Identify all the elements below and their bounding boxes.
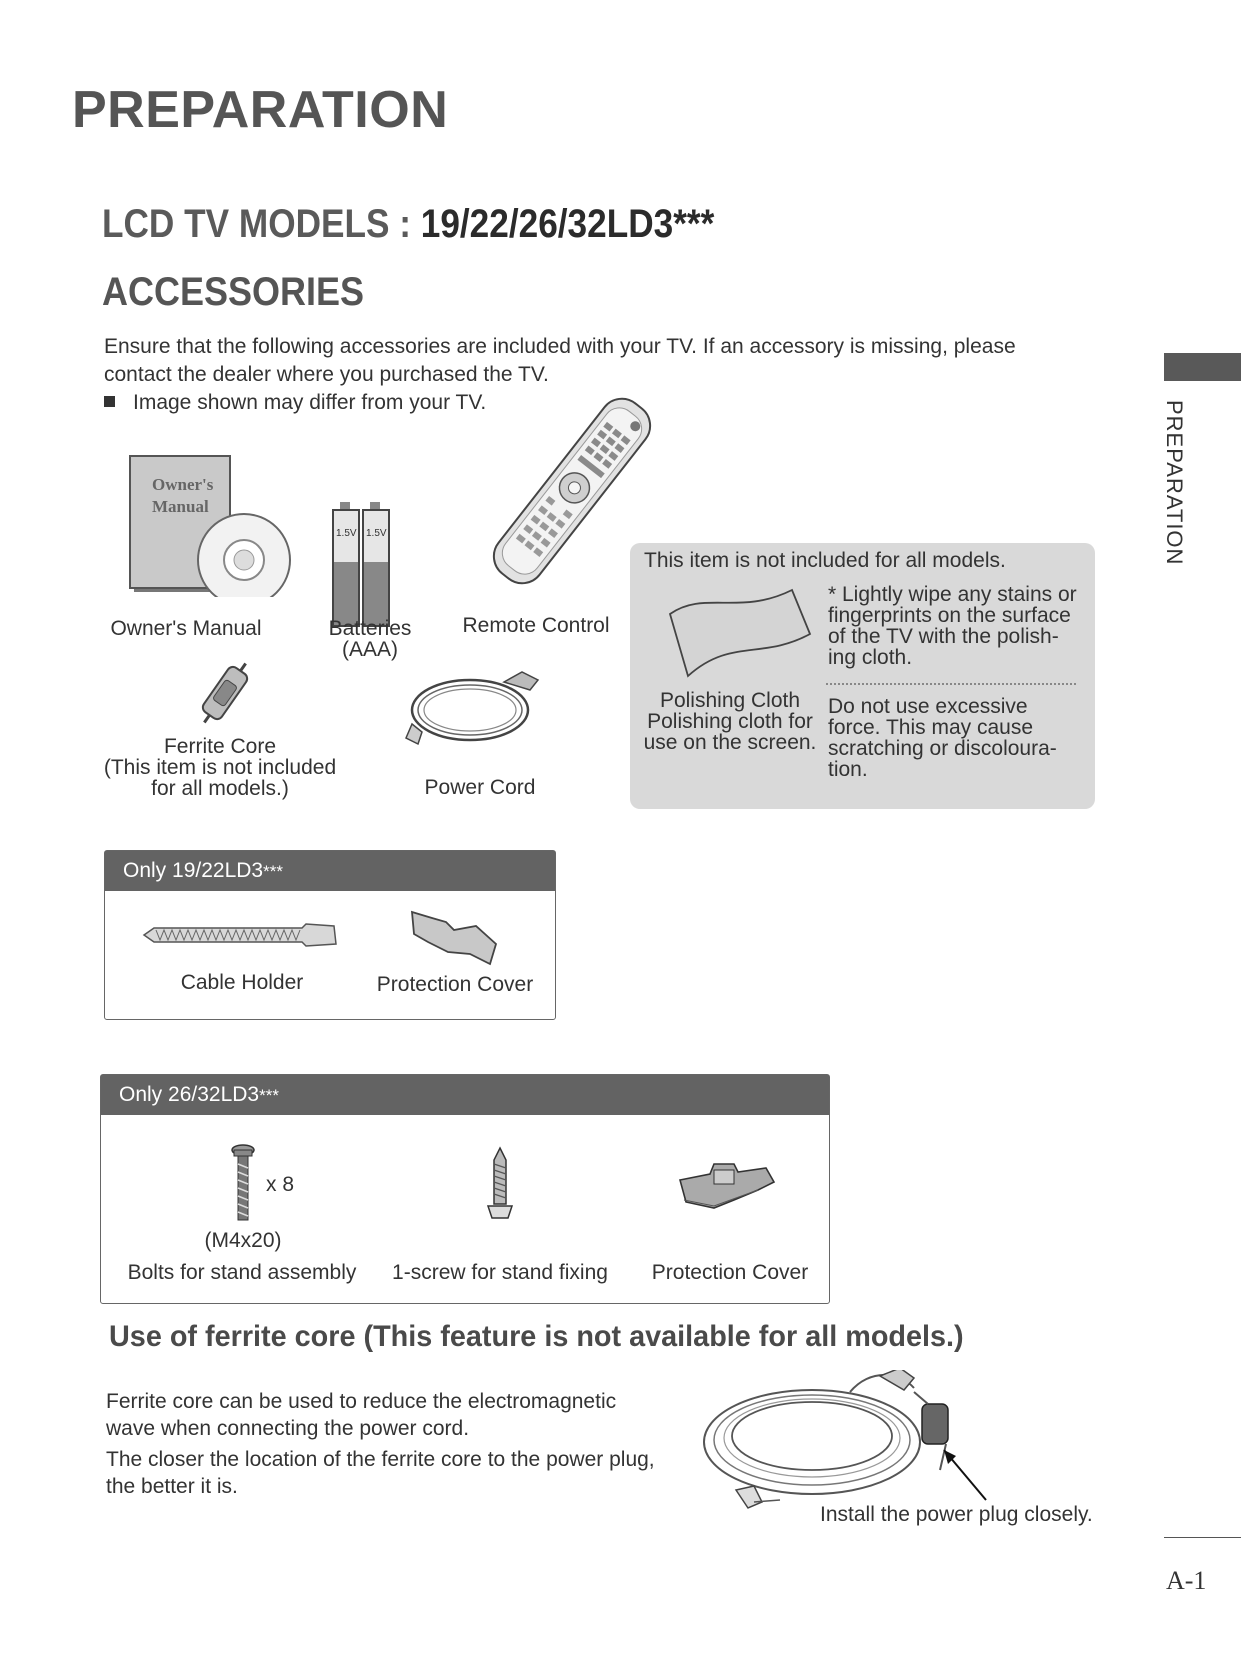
batteries-illustration <box>330 502 396 628</box>
polishing-warning-line: scratching or discoloura- <box>828 737 1057 760</box>
bolts-label: Bolts for stand assembly <box>127 1261 357 1284</box>
models-heading <box>102 202 714 247</box>
batteries-label <box>316 618 424 660</box>
protection-cover-small-illustration <box>406 908 502 968</box>
screw-illustration <box>486 1146 514 1222</box>
remote-control-label: Remote Control <box>462 614 610 637</box>
cable-holder-label: Cable Holder <box>180 971 304 994</box>
ferrite-use-paragraph-2: The closer the location of the ferrite core to the power plug, the better it is. <box>106 1448 655 1498</box>
battery-label-2: 1.5V <box>366 528 387 539</box>
image-note <box>104 391 486 415</box>
owners-manual-illustration <box>126 452 296 597</box>
models-value: 19/22/26/32LD3*** <box>420 202 715 246</box>
polishing-cloth-desc-line1: Polishing cloth for <box>647 710 813 733</box>
bullet-square-icon <box>104 396 115 407</box>
section-19-22-title: Only 19/22LD3 <box>123 859 264 882</box>
ferrite-callout: Install the power plug closely. <box>820 1503 1093 1526</box>
image-note-text: Image shown may differ from your TV. <box>133 391 487 414</box>
ferrite-core-caption <box>100 736 340 799</box>
bolt-size: (M4x20) <box>204 1229 282 1252</box>
footer-rule <box>1164 1537 1241 1538</box>
accessories-heading: ACCESSORIES <box>102 270 365 314</box>
polishing-tip-line: of the TV with the polish- <box>828 625 1059 648</box>
page-title: PREPARATION <box>72 81 449 139</box>
protection-cover-small-label: Protection Cover <box>376 973 534 996</box>
polishing-cloth-desc-line2: use on the screen. <box>643 731 817 754</box>
polishing-warning-line: force. This may cause <box>828 716 1034 739</box>
bolt-quantity: x 8 <box>266 1173 295 1196</box>
battery-label-1: 1.5V <box>336 528 357 539</box>
polishing-panel-header: This item is not included for all models. <box>644 549 1006 572</box>
batteries-label-line2: (AAA) <box>341 638 398 661</box>
protection-cover-large-label: Protection Cover <box>651 1261 809 1284</box>
section-26-32-header <box>101 1075 829 1115</box>
models-prefix: LCD TV MODELS : <box>102 202 421 246</box>
cable-holder-illustration <box>142 922 338 948</box>
dotted-divider <box>826 683 1076 685</box>
polishing-tip <box>828 584 1077 668</box>
owners-manual-label: Owner's Manual <box>110 617 262 640</box>
section-26-32-stars: *** <box>259 1086 279 1105</box>
polishing-warning-line: tion. <box>828 758 868 781</box>
page-number: A-1 <box>1166 1566 1207 1595</box>
accessories-intro: Ensure that the following accessories are included with your TV. If an accessory is missing, please contact the dealer where you purchased the TV. <box>104 335 1016 386</box>
ferrite-core-note-line2: for all models.) <box>151 777 289 800</box>
polishing-cloth-label: Polishing Cloth <box>659 689 801 712</box>
power-cord-label: Power Cord <box>424 776 536 799</box>
ferrite-core-illustration <box>190 660 260 726</box>
polishing-cloth-caption <box>636 690 824 753</box>
ferrite-use-heading: Use of ferrite core (This feature is not available for all models.) <box>109 1320 964 1353</box>
polishing-tip-line: ing cloth. <box>828 646 913 669</box>
ferrite-use-paragraph-1: Ferrite core can be used to reduce the electromagnetic wave when connecting the power cord. <box>106 1390 617 1440</box>
polishing-tip-line: * Lightly wipe any stains or <box>828 583 1077 606</box>
polishing-cloth-illustration <box>644 588 812 680</box>
section-26-32-title: Only 26/32LD3 <box>119 1083 260 1106</box>
section-19-22-stars: *** <box>263 862 283 881</box>
manual-cover-line1: Owner's <box>152 475 214 494</box>
polishing-warning-line: Do not use excessive <box>828 695 1028 718</box>
ferrite-core-label: Ferrite Core <box>163 735 277 758</box>
screw-label: 1-screw for stand fixing <box>392 1261 608 1284</box>
ferrite-core-note-line1: (This item is not included <box>103 756 337 779</box>
polishing-warning <box>828 696 1057 780</box>
batteries-label-line1: Batteries <box>328 617 412 640</box>
section-19-22-header <box>105 851 555 891</box>
bolt-illustration <box>230 1142 256 1222</box>
ferrite-installation-illustration <box>700 1370 1000 1520</box>
protection-cover-large-illustration <box>674 1160 778 1214</box>
side-section-label: PREPARATION <box>1162 400 1187 566</box>
power-cord-illustration <box>404 668 550 748</box>
section-tab-marker <box>1164 353 1241 381</box>
polishing-tip-line: fingerprints on the surface <box>828 604 1071 627</box>
manual-cover-line2: Manual <box>152 497 209 516</box>
